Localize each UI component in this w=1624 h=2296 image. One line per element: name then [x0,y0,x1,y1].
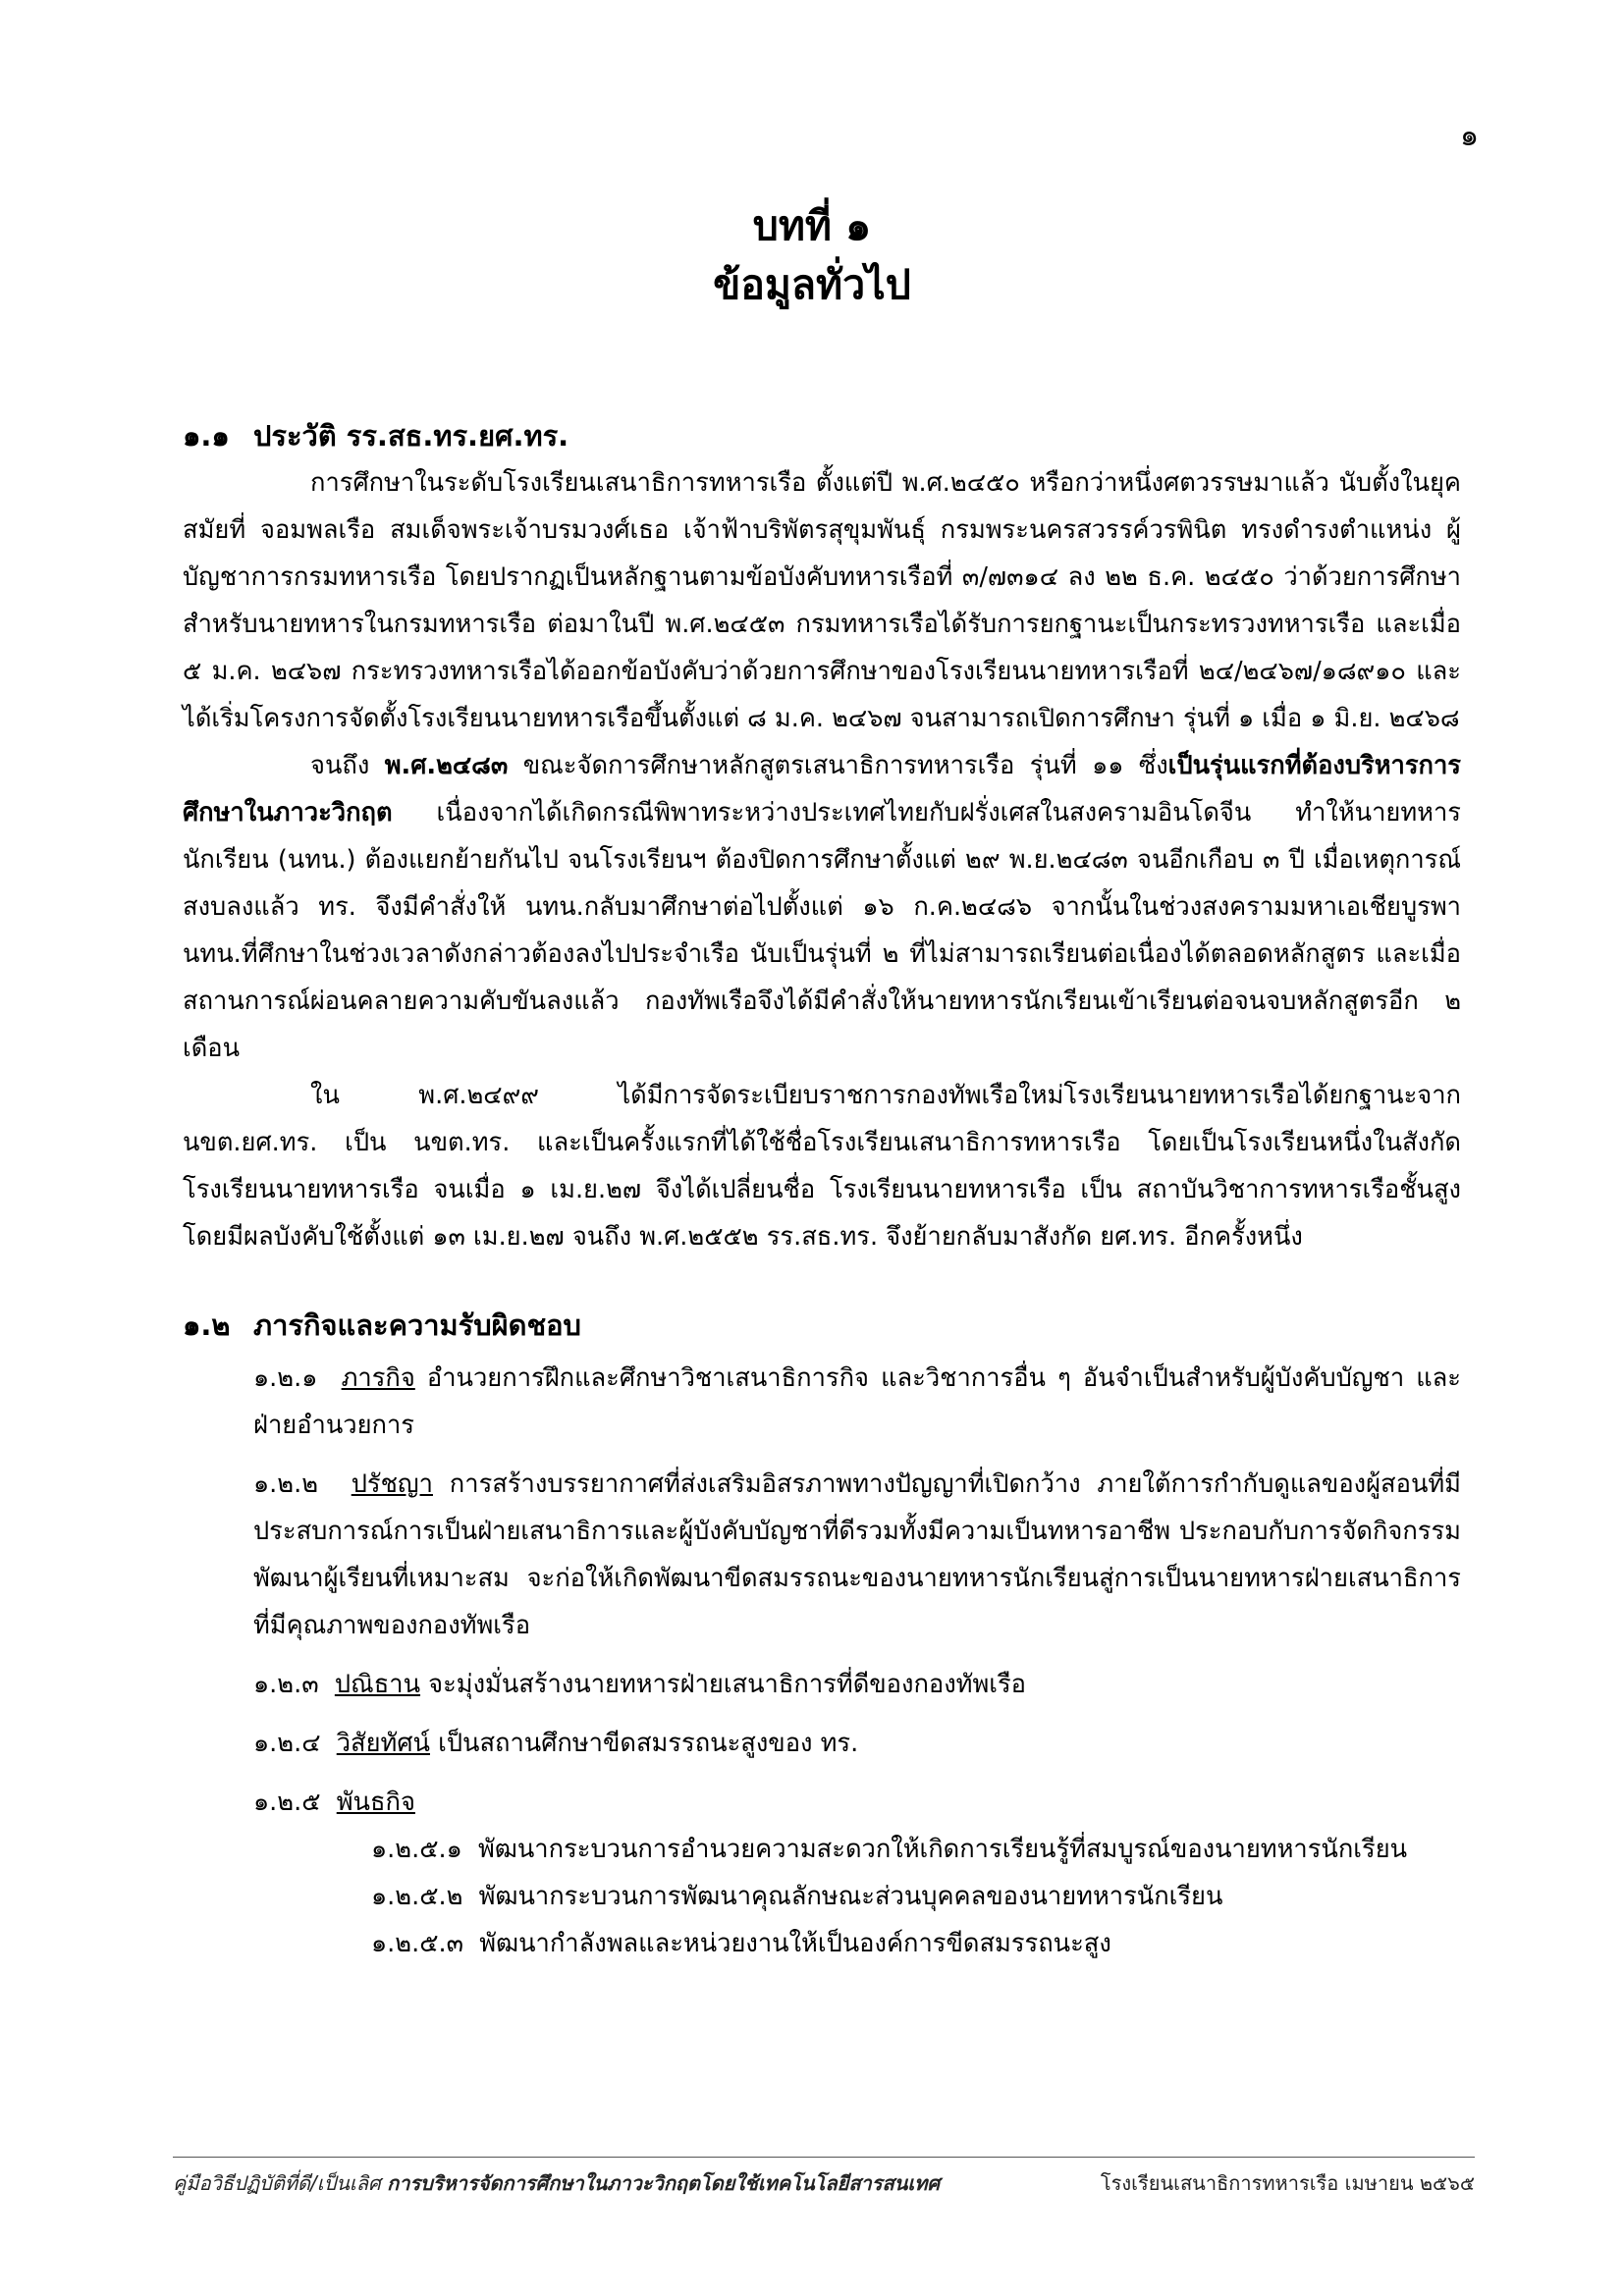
item-mission [183,1355,1461,1449]
history-paragraph-1: การศึกษาในระดับโรงเรียนเสนาธิการทหารเรือ ตั้งแต่ปี พ.ศ.๒๔๕๐ หรือกว่าหนึ่งศตวรรษมาแล้ว นับตั้งในยุคสมัยที่ จอมพลเรือ สมเด็จพระเจ้าบรมวงศ์เธอ เจ้าฟ้าบริพัตรสุขุมพันธุ์ กรมพระนครสวรรค์วรพินิต ทรงดำรงตำแหน่ง ผู้บัญชาการกรมทหารเรือ โดยปรากฏเป็นหลักฐานตามข้อบังคับทหารเรือที่ ๓/๗๓๑๔ ลง ๒๒ ธ.ค. ๒๔๕๐ ว่าด้วยการศึกษาสำหรับนายทหารในกรมทหารเรือ ต่อมาในปี พ.ศ.๒๔๕๓ กรมทหารเรือได้รับการยกฐานะเป็นกระทรวงทหารเรือ และเมื่อ ๕ ม.ค. ๒๔๖๗ กระทรวงทหารเรือได้ออกข้อบังคับว่าด้วยการศึกษาของโรงเรียนนายทหารเรือที่ ๒๔/๒๔๖๗/๑๘๙๑๐ และได้เริ่มโครงการจัดตั้งโรงเรียนนายทหารเรือขึ้นตั้งแต่ ๘ ม.ค. ๒๔๖๗ จนสามารถเปิดการศึกษา รุ่นที่ ๑ เมื่อ ๑ มิ.ย. ๒๔๖๘ [183,468,1461,733]
page-number: ๑ [1459,119,1479,153]
item-text: พัฒนากำลังพลและหน่วยงานให้เป็นองค์การขีดสมรรถนะสูง [479,1929,1111,1958]
bold-year: พ.ศ.๒๔๘๓ [384,751,509,780]
item-label: พันธกิจ [336,1788,415,1817]
footer-left [173,2167,940,2199]
item-label: ภารกิจ [341,1363,415,1393]
item-number: ๑.๒.๕ [253,1788,321,1817]
history-paragraph-2 [183,742,1461,1072]
item-label: วิสัยทัศน์ [336,1729,430,1758]
item-label: ปณิธาน [334,1670,421,1699]
item-number: ๑.๒.๒ [253,1469,319,1499]
footer-right: โรงเรียนเสนาธิการทหารเรือ เมษายน ๒๕๖๕ [1100,2171,1475,2195]
footer-subject: การบริหารจัดการศึกษาในภาวะวิกฤตโดยใช้เทคโนโลยีสารสนเทศ [387,2171,941,2195]
document-body [183,412,1461,1967]
section-number: ๑.๑ [183,419,230,453]
item-number: ๑.๒.๓ [253,1670,319,1699]
section-title: ภารกิจและความรับผิดชอบ [253,1308,581,1342]
obligation-item [183,1920,1461,1967]
item-text: เป็นสถานศึกษาขีดสมรรถนะสูงของ ทร. [430,1729,859,1758]
bold-emphasis: เป็นรุ่นแรกที่ต้องบริหารการศึกษาในภาวะวิกฤต [183,751,1462,828]
item-text: พัฒนากระบวนการพัฒนาคุณลักษณะส่วนบุคคลของนายทหารนักเรียน [478,1882,1223,1911]
item-text: อำนวยการฝึกและศึกษาวิชาเสนาธิการกิจ และวิชาการอื่น ๆ อันจำเป็นสำหรับผู้บังคับบัญชา และฝ่ายอำนวยการ [253,1363,1461,1440]
section-number: ๑.๒ [183,1308,231,1342]
section-heading-history [183,412,1461,459]
item-philosophy [183,1461,1461,1649]
item-label: ปรัชญา [351,1469,433,1499]
item-text: พัฒนากระบวนการอำนวยความสะดวกให้เกิดการเรียนรู้ที่สมบูรณ์ของนายทหารนักเรียน [478,1835,1408,1864]
history-paragraph-3: ใน พ.ศ.๒๔๙๙ ได้มีการจัดระเบียบราชการกองทัพเรือใหม่โรงเรียนนายทหารเรือได้ยกฐานะจาก นขต.ยศ.ทร. เป็น นขต.ทร. และเป็นครั้งแรกที่ได้ใช้ชื่อโรงเรียนเสนาธิการทหารเรือ โดยเป็นโรงเรียนหนึ่งในสังกัดโรงเรียนนายทหารเรือ จนเมื่อ ๑ เม.ย.๒๗ จึงได้เปลี่ยนชื่อ โรงเรียนนายทหารเรือ เป็น สถาบันวิชาการทหารเรือชั้นสูง โดยมีผลบังคับใช้ตั้งแต่ ๑๓ เม.ย.๒๗ จนถึง พ.ศ.๒๕๕๒ รร.สธ.ทร. จึงย้ายกลับมาสังกัด ยศ.ทร. อีกครั้งหนึ่ง [183,1081,1461,1252]
section-heading-mission [183,1302,1461,1349]
chapter-title: ข้อมูลทั่วไป [713,261,911,308]
text-run: เนื่องจากได้เกิดกรณีพิพาทระหว่างประเทศไทยกับฝรั่งเศสในสงครามอินโดจีน ทำให้นายทหารนักเรียน (นทน.) ต้องแยกย้ายกันไป จนโรงเรียนฯ ต้องปิดการศึกษาตั้งแต่ ๒๙ พ.ย.๒๔๘๓ จนอีกเกือบ ๓ ปี เมื่อเหตุการณ์สงบลงแล้ว ทร. จึงมีคำสั่งให้ นทน.กลับมาศึกษาต่อไปตั้งแต่ ๑๖ ก.ค.๒๔๘๖ จากนั้นในช่วงสงครามมหาเอเชียบูรพา นทน.ที่ศึกษาในช่วงเวลาดังกล่าวต้องลงไปประจำเรือ นับเป็นรุ่นที่ ๒ ที่ไม่สามารถเรียนต่อเนื่องได้ตลอดหลักสูตร และเมื่อสถานการณ์ผ่อนคลายความคับขันลงแล้ว กองทัพเรือจึงได้มีคำสั่งให้นายทหารนักเรียนเข้าเรียนต่อจนจบหลักสูตรอีก ๒ เดือน [183,798,1461,1063]
chapter-number: บทที่ ๑ [752,202,872,249]
item-number: ๑.๒.๕.๑ [371,1835,462,1864]
item-text: การสร้างบรรยากาศที่ส่งเสริมอิสรภาพทางปัญญาที่เปิดกว้าง ภายใต้การกำกับดูแลของผู้สอนที่มีประสบการณ์การเป็นฝ่ายเสนาธิการและผู้บังคับบัญชาที่ดีรวมทั้งมีความเป็นทหารอาชีพ ประกอบกับการจัดกิจกรรมพัฒนาผู้เรียนที่เหมาะสม จะก่อให้เกิดพัฒนาขีดสมรรถนะของนายทหารนักเรียนสู่การเป็นนายทหารฝ่ายเสนาธิการที่มีคุณภาพของกองทัพเรือ [253,1469,1461,1640]
section-title: ประวัติ รร.สธ.ทร.ยศ.ทร. [253,419,569,453]
footer-divider [173,2157,1475,2158]
item-text: จะมุ่งมั่นสร้างนายทหารฝ่ายเสนาธิการที่ดีของกองทัพเรือ [420,1670,1026,1699]
item-number: ๑.๒.๕.๒ [371,1882,463,1911]
item-number: ๑.๒.๔ [253,1729,321,1758]
obligation-item [183,1873,1461,1920]
obligation-item [183,1826,1461,1873]
item-vision [183,1720,1461,1767]
item-determination [183,1661,1461,1708]
text-run: จนถึง [310,751,385,780]
item-number: ๑.๒.๑ [253,1363,318,1393]
footer-manual-title: คู่มือวิธีปฏิบัติที่ดี/เป็นเลิศ [173,2171,388,2195]
text-run: ขณะจัดการศึกษาหลักสูตรเสนาธิการทหารเรือ รุ่นที่ ๑๑ ซึ่ง [508,751,1168,780]
item-obligations [183,1779,1461,1826]
item-number: ๑.๒.๕.๓ [371,1929,464,1958]
